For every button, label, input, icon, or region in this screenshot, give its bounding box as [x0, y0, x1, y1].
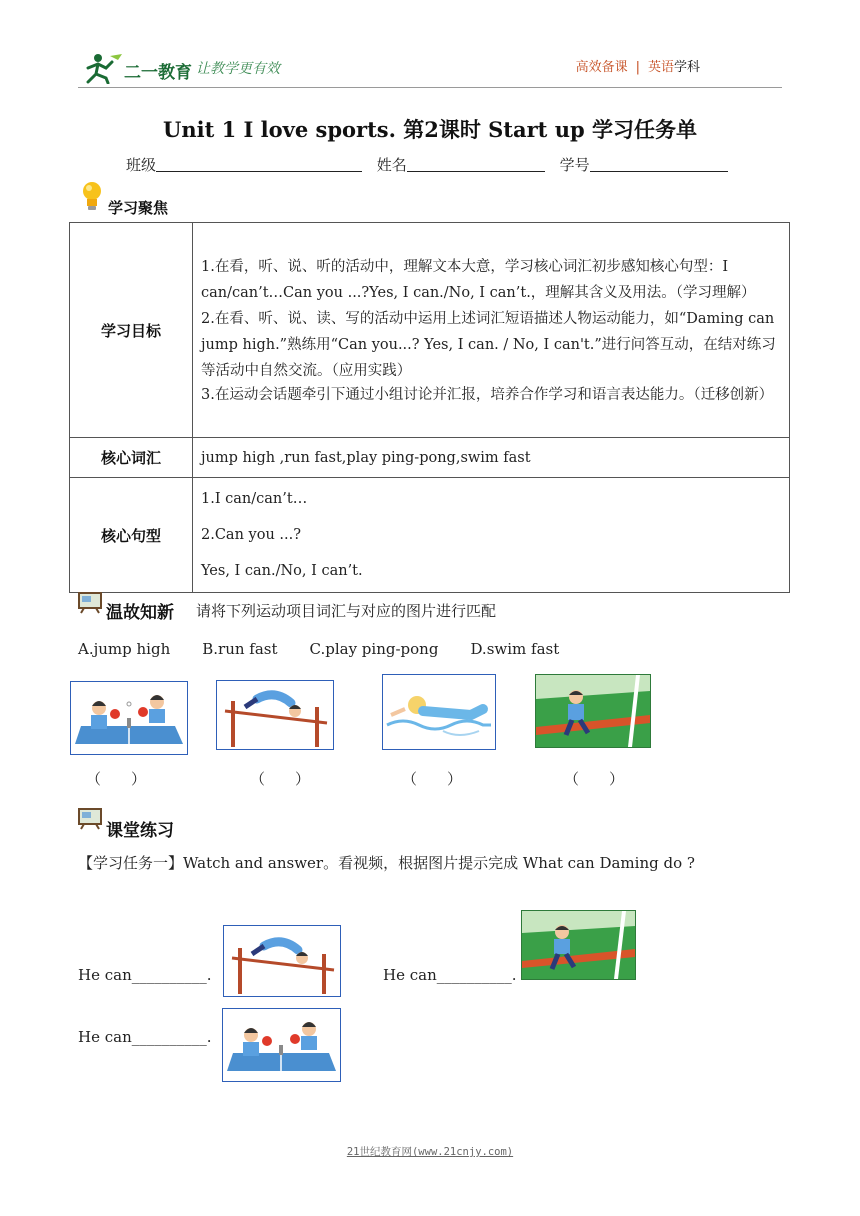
goals-row	[70, 223, 790, 438]
page-title: Unit 1 I love sports. 第2课时 Start up 学习任务单	[163, 117, 697, 142]
name-label: 姓名	[376, 156, 407, 174]
answer-blank[interactable]: （ ）	[86, 770, 147, 788]
class-field[interactable]	[156, 156, 362, 172]
answer-prompt[interactable]: He can__________.	[78, 1028, 212, 1046]
header-divider: |	[635, 60, 640, 75]
vocab-label: 核心词汇	[70, 438, 193, 478]
answer-prompt[interactable]: He can__________.	[383, 966, 517, 984]
goals-label: 学习目标	[70, 223, 193, 438]
review-heading: 温故知新	[106, 603, 174, 623]
sport-options	[78, 640, 591, 658]
header-subject	[576, 56, 700, 75]
header-subject-suffix: 学科	[673, 60, 700, 75]
high-jump-picture	[216, 680, 334, 750]
header-rule	[78, 87, 782, 88]
class-label: 班级	[126, 156, 157, 174]
number-field[interactable]	[590, 156, 728, 172]
goal-item: 1.在看，听、说、听的活动中，理解文本大意，学习核心词汇初步感知核心句型：I can/can’t…Can you ...?Yes, I can./No, I can’t.，理解其含义及用法。（学习理解）	[201, 259, 756, 301]
answer-blank[interactable]: （ ）	[402, 770, 463, 788]
swimming-picture	[382, 674, 496, 750]
student-info-line	[126, 154, 728, 175]
running-picture	[521, 910, 636, 980]
option-item: B.run fast	[202, 640, 278, 658]
option-item: C.play ping-pong	[309, 640, 439, 658]
sentences-row	[70, 478, 790, 593]
brand-logo-area	[84, 52, 324, 84]
running-picture	[535, 674, 651, 748]
sentences-label: 核心句型	[70, 478, 193, 593]
number-label: 学号	[559, 156, 590, 174]
brand-slogan: 让教学更有效	[196, 61, 280, 77]
ping-pong-picture	[70, 681, 188, 755]
footer-link[interactable]: 21世纪教育网(www.21cnjy.com)	[346, 1146, 514, 1158]
task-text: Watch and answer。看视频，根据图片提示完成 What can Daming do ?	[183, 854, 695, 872]
option-item: D.swim fast	[470, 640, 560, 658]
sentence-item: Yes, I can./No, I can’t.	[201, 563, 363, 579]
practice-heading: 课堂练习	[106, 821, 174, 841]
focus-heading: 学习聚焦	[108, 199, 169, 217]
runner-logo-icon	[84, 52, 124, 84]
sentence-item: 2.Can you ...?	[201, 527, 301, 543]
sentence-item: 1.I can/can’t…	[201, 491, 308, 507]
answer-prompt[interactable]: He can__________.	[78, 966, 212, 984]
vocab-row	[70, 438, 790, 478]
vocab-content: jump high ,run fast,play ping-pong,swim fast	[193, 438, 790, 478]
header-subject-name: 英语	[647, 60, 674, 75]
header-prep-label: 高效备课	[575, 60, 628, 75]
blackboard-icon	[78, 592, 102, 614]
sentences-content	[193, 478, 790, 593]
goal-item: 2.在看、听、说、读、写的活动中运用上述词汇短语描述人物运动能力，如“Daming can jump high.”熟练用“Can you...? Yes, I can. / No, I can't.”进行问答互动，在结对练习等活动中自然交流。（应用实践）	[201, 311, 776, 379]
ping-pong-picture	[222, 1008, 341, 1082]
task-label: 【学习任务一】	[78, 854, 184, 872]
answer-blank[interactable]: （ ）	[564, 770, 625, 788]
name-field[interactable]	[407, 156, 545, 172]
answer-blank[interactable]: （ ）	[250, 770, 311, 788]
blackboard-icon	[78, 808, 102, 830]
review-instruction: 请将下列运动项目词汇与对应的图片进行匹配	[196, 602, 497, 620]
task-one	[78, 852, 695, 873]
option-item: A.jump high	[78, 640, 171, 658]
goals-content	[193, 223, 790, 438]
brand-name: 二一教育	[124, 63, 192, 83]
goal-item: 3.在运动会话题牵引下通过小组讨论并汇报，培养合作学习和语言表达能力。（迁移创新）	[201, 387, 774, 403]
lightbulb-icon	[80, 180, 104, 214]
high-jump-picture	[223, 925, 341, 997]
learning-focus-table	[69, 222, 790, 593]
